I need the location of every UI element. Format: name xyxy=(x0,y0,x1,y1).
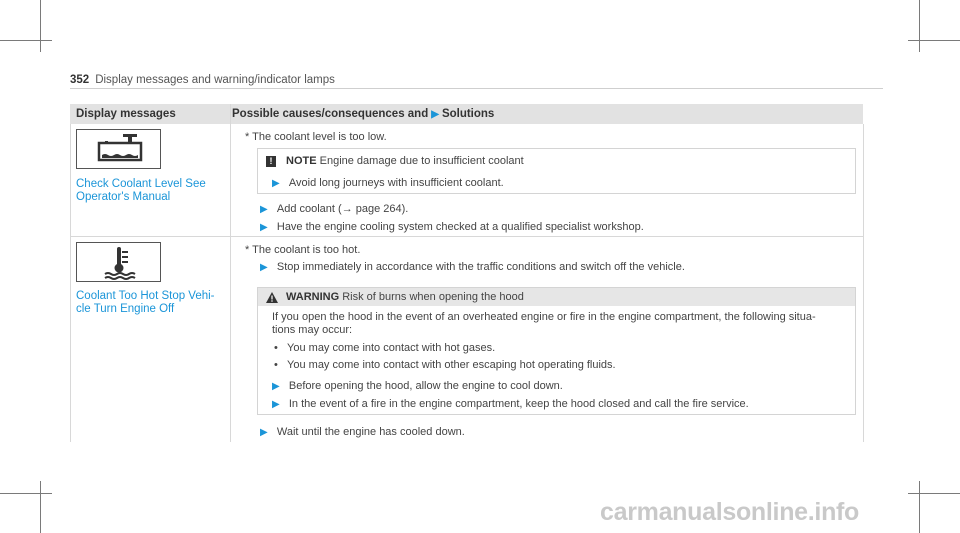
crop-mark xyxy=(908,493,960,494)
note-step: ▶ Avoid long journeys with insufficient coolant. xyxy=(272,177,504,189)
coolant-temperature-symbol xyxy=(76,242,161,282)
crop-mark xyxy=(919,481,920,533)
step-arrow-icon: ▶ xyxy=(272,399,280,410)
warning-label: WARNING xyxy=(286,291,340,303)
warning-step: ▶ In the event of a fire in the engine compartment, keep the hood closed and call the fire service. xyxy=(272,398,749,410)
table-header xyxy=(70,104,863,124)
warning-text: Risk of burns when opening the hood xyxy=(342,291,524,303)
note-heading xyxy=(266,155,524,167)
step-arrow-icon: ▶ xyxy=(260,222,268,233)
warning-step: ▶ Before opening the hood, allow the engine to cool down. xyxy=(272,380,563,392)
cause-text: * The coolant is too hot. xyxy=(245,244,361,256)
step-arrow-icon: ▶ xyxy=(260,204,268,215)
watermark: carmanualsonline.info xyxy=(600,498,860,526)
step-arrow-icon: ▶ xyxy=(260,262,268,273)
warning-bullet: • You may come into contact with other escaping hot operating fluids. xyxy=(274,359,616,371)
warning-bullet: • You may come into contact with hot gases. xyxy=(274,342,496,354)
warning-body: If you open the hood in the event of an overheated engine or fire in the engine compartment, the following situa- tions may occur: xyxy=(272,311,816,336)
message-coolant-too-hot: Coolant Too Hot Stop Vehi- cle Turn Engine Off xyxy=(76,290,215,315)
page-title: Display messages and warning/indicator lamps xyxy=(95,74,335,86)
coolant-tank-icon xyxy=(77,130,160,168)
warning-heading xyxy=(266,291,524,303)
crop-mark xyxy=(0,493,52,494)
note-label: NOTE xyxy=(286,155,317,167)
step-arrow-icon: ▶ xyxy=(260,427,268,438)
crop-mark xyxy=(919,0,920,52)
crop-mark xyxy=(0,40,52,41)
row-divider xyxy=(70,236,863,237)
solution-step: ▶ Add coolant (→ page 264). xyxy=(260,203,409,215)
solution-step: ▶ Have the engine cooling system checked at a qualified specialist workshop. xyxy=(260,221,644,233)
notice-icon: ! xyxy=(266,156,276,167)
crop-mark xyxy=(40,0,41,52)
message-check-coolant-level: Check Coolant Level See Operator's Manual xyxy=(76,178,206,203)
header-divider xyxy=(70,88,883,89)
solution-step: ▶ Wait until the engine has cooled down. xyxy=(260,426,465,438)
coolant-level-symbol xyxy=(76,129,161,169)
coolant-temperature-icon xyxy=(77,243,160,281)
page-number: 352 xyxy=(70,74,90,86)
page-header xyxy=(70,74,335,86)
column-divider xyxy=(230,104,231,442)
table-border-left xyxy=(70,124,71,442)
step-arrow-icon: ▶ xyxy=(272,381,280,392)
crop-mark xyxy=(40,481,41,533)
cause-text: * The coolant level is too low. xyxy=(245,131,387,143)
col-header-causes: Possible causes/consequences and ▶ Solutions xyxy=(232,108,495,120)
table-border-right xyxy=(863,124,864,442)
solution-step: ▶ Stop immediately in accordance with the traffic conditions and switch off the vehicle. xyxy=(260,261,685,273)
step-arrow-icon: ▶ xyxy=(272,178,280,189)
col-header-display-messages: Display messages xyxy=(76,108,176,120)
warning-triangle-icon xyxy=(266,292,278,303)
note-text: Engine damage due to insufficient coolant xyxy=(319,155,524,167)
solution-arrow-icon: ▶ xyxy=(431,109,439,120)
crop-mark xyxy=(908,40,960,41)
